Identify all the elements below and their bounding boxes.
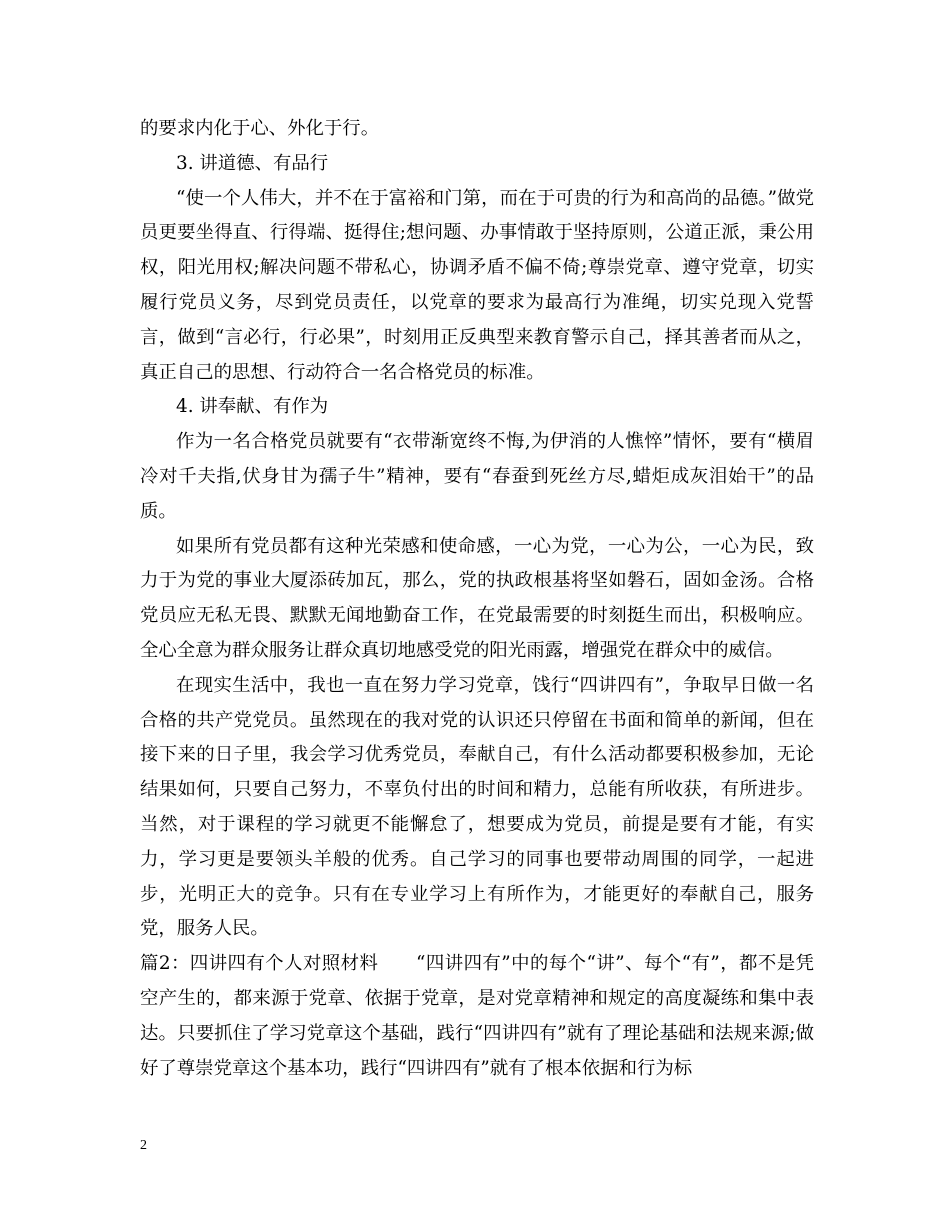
paragraph-personal-practice: 在现实生活中，我也一直在努力学习党章，饯行“四讲四有”，争取早日做一名合格的共产党党员。虽然现在的我对党的认识还只停留在书面和简单的新闻，但在接下来的日子里，我会学习优秀党员，奉献自己，有什么活动都要积极参加，无论结果如何，只要自己努力，不辜负付出的时间和精力，总能有所收获，有所进步。当然，对于课程的学习就更不能懈怠了，想要成为党员，前提是要有才能，有实力，学习更是要领头羊般的优秀。自己学习的同事也要带动周围的同学，一起进步，光明正大的竞争。只有在专业学习上有所作为，才能更好的奉献自己，服务党，服务人民。 bbox=[140, 674, 814, 940]
paragraph-continuation: 的要求内化于心、外化于行。 bbox=[140, 118, 380, 139]
paragraph-part-2: 篇2：四讲四有个人对照材料 “四讲四有”中的每个“讲”、每个“有”，都不是凭空产生的，都来源于党章、依据于党章，是对党章精神和规定的高度凝练和集中表达。只要抓住了学习党章这个基础，践行“四讲四有”就有了理论基础和法规来源;做好了尊崇党章这个基本功，践行“四讲四有”就有了根本依据和行为标 bbox=[140, 953, 814, 1079]
section-heading-3: 3. 讲道德、有品行 bbox=[176, 152, 329, 174]
body-text bbox=[140, 112, 814, 1086]
paragraph-morality: “使一个人伟大，并不在于富裕和门第，而在于可贵的行为和高尚的品德。”做党员更要坐得直、行得端、挺得住;想问题、办事情敢于坚持原则，公道正派，秉公用权，阳光用权;解决问题不带私心，协调矛盾不偏不倚;尊崇党章、遵守党章，切实履行党员义务，尽到党员责任，以党章的要求为最高行为准绳，切实兑现入党誓言，做到“言必行，行必果”，时刻用正反典型来教育警示自己，择其善者而从之，真正自己的思想、行动符合一名合格党员的标准。 bbox=[140, 187, 814, 383]
section-heading-4: 4. 讲奉献、有作为 bbox=[176, 396, 329, 418]
paragraph-mission: 如果所有党员都有这种光荣感和使命感，一心为党，一心为公，一心为民，致力于为党的事业大厦添砖加瓦，那么，党的执政根基将坚如磐石，固如金汤。合格党员应无私无畏、默默无闻地勤奋工作，在党最需要的时刻挺生而出，积极响应。全心全意为群众服务让群众真切地感受党的阳光雨露，增强党在群众中的威信。 bbox=[140, 535, 814, 661]
page-number: 2 bbox=[140, 1138, 147, 1153]
paragraph-dedication: 作为一名合格党员就要有“衣带渐宽终不悔,为伊消的人憔悴”情怀，要有“横眉冷对千夫指,伏身甘为孺子牛”精神，要有“春蚕到死丝方尽,蜡炬成灰泪始干”的品质。 bbox=[140, 431, 814, 522]
